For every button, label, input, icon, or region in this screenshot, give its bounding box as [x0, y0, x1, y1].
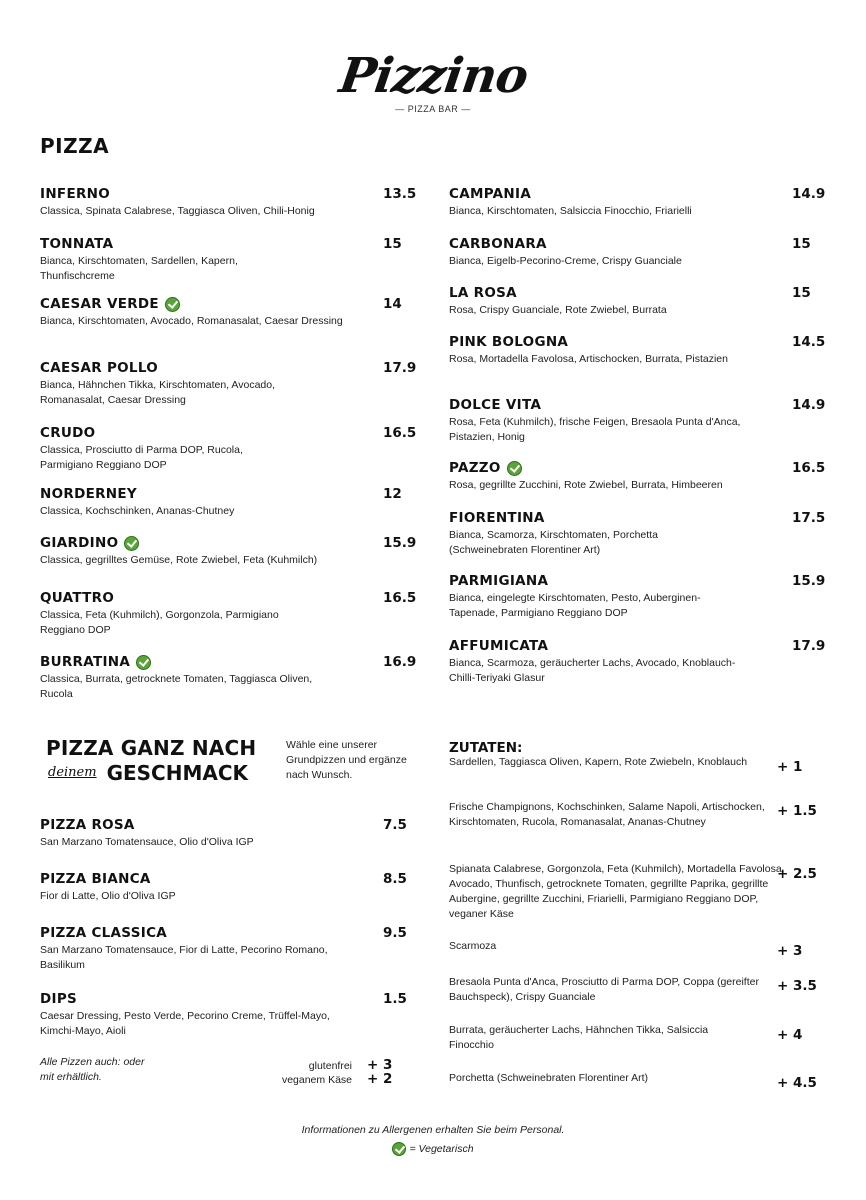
item-description: San Marzano Tomatensauce, Fior di Latte, Pecorino Romano, Basilikum — [40, 944, 328, 971]
ingredient-list: Frische Champignons, Kochschinken, Salame Napoli, Artischocken, Kirschtomaten, Rucola, Romanasalat, Ananas-Chutney — [449, 801, 765, 828]
vegetarian-icon — [392, 1142, 406, 1156]
custom-title-line2: GESCHMACK — [106, 761, 249, 785]
item-price: 14.9 — [792, 397, 826, 413]
menu-item — [40, 186, 417, 219]
item-description: Classica, Feta (Kuhmilch), Gorgonzola, Parmigiano Reggiano DOP — [40, 609, 279, 636]
menu-item — [449, 510, 826, 557]
menu-item — [449, 334, 826, 367]
item-name: LA ROSA — [449, 285, 517, 301]
item-name: CAESAR POLLO — [40, 360, 159, 376]
item-description: Classica, gegrilltes Gemüse, Rote Zwiebel, Feta (Kuhmilch) — [40, 554, 318, 566]
ingredient-price: + 4 — [777, 1027, 803, 1043]
item-name: PARMIGIANA — [449, 573, 549, 589]
section-title: PIZZA — [40, 134, 110, 158]
item-name: CRUDO — [40, 425, 96, 441]
item-name: FIORENTINA — [449, 510, 545, 526]
menu-item — [40, 360, 417, 407]
item-price: 14 — [383, 296, 402, 312]
ingredient-group — [449, 1071, 829, 1091]
allergen-note: Informationen zu Allergenen erhalten Sie beim Personal. — [301, 1124, 565, 1136]
vegetarian-icon — [165, 297, 180, 312]
item-description: Rosa, Feta (Kuhmilch), frische Feigen, Bresaola Punta d'Anca, Pistazien, Honig — [449, 416, 741, 443]
menu-item — [449, 573, 826, 620]
item-description: Bianca, Kirschtomaten, Salsiccia Finocchio, Friarielli — [449, 205, 692, 217]
menu-item — [449, 397, 826, 444]
item-description: Bianca, Kirschtomaten, Avocado, Romanasalat, Caesar Dressing — [40, 315, 343, 327]
brand-subtitle: — PIZZA BAR — — [395, 104, 471, 114]
ingredient-list: Bresaola Punta d'Anca, Prosciutto di Parma DOP, Coppa (gereifter Bauchspeck), Crispy Guanciale — [449, 976, 759, 1003]
vegetarian-icon — [124, 536, 139, 551]
item-name: BURRATINA — [40, 654, 131, 670]
ingredient-group — [449, 800, 829, 830]
ingredient-list: Sardellen, Taggiasca Oliven, Kapern, Rote Zwiebeln, Knoblauch — [449, 756, 748, 768]
menu-item — [40, 925, 412, 972]
item-name: AFFUMICATA — [449, 638, 549, 654]
item-price: 17.9 — [792, 638, 826, 654]
item-name: DIPS — [40, 991, 78, 1007]
menu-item — [449, 236, 821, 269]
menu-item — [40, 991, 412, 1038]
ingredient-price: + 4.5 — [777, 1075, 817, 1091]
ingredient-list: Porchetta (Schweinebraten Florentiner Art) — [449, 1072, 649, 1084]
brand-logo: Pizzino — [335, 48, 531, 104]
item-description: Classica, Kochschinken, Ananas-Chutney — [40, 505, 235, 517]
item-name: NORDERNEY — [40, 486, 137, 502]
item-name: PIZZA BIANCA — [40, 871, 151, 887]
item-name: CAMPANIA — [449, 186, 532, 202]
item-price: 17.9 — [383, 360, 417, 376]
item-price: 14.9 — [792, 186, 826, 202]
item-name: DOLCE VITA — [449, 397, 542, 413]
option-label: veganem Käse — [281, 1074, 352, 1086]
item-price: 16.5 — [383, 425, 417, 441]
item-price: 15.9 — [792, 573, 826, 589]
menu-item — [40, 871, 412, 904]
item-price: 17.5 — [792, 510, 826, 526]
item-price: 12 — [383, 486, 402, 502]
custom-pizza-title — [46, 736, 276, 786]
item-price: 7.5 — [383, 817, 407, 833]
item-description: Bianca, Kirschtomaten, Sardellen, Kapern, Thunfischcreme — [40, 255, 238, 282]
ingredient-list: Spianata Calabrese, Gorgonzola, Feta (Kuhmilch), Mortadella Favolosa, Avocado, Thunfisch, getrocknete Tomaten, gegrillte Paprika, gegrillte Aubergine, gegrillte Zucchini, Friarielli, Parmigiano Reggiano DOP, veganer Käse — [449, 863, 785, 920]
ingredient-group — [449, 755, 829, 775]
item-description: Classica, Prosciutto di Parma DOP, Rucola, Parmigiano Reggiano DOP — [40, 444, 243, 471]
item-description: Bianca, Scamorza, Kirschtomaten, Porchetta (Schweinebraten Florentiner Art) — [449, 529, 658, 556]
ingredient-group — [449, 862, 829, 922]
menu-item — [40, 654, 417, 701]
ingredient-list: Burrata, geräucherter Lachs, Hähnchen Tikka, Salsiccia Finocchio — [449, 1024, 709, 1051]
item-description: Bianca, Scarmoza, geräucherter Lachs, Avocado, Knoblauch-Chilli-Teriyaki Glasur — [449, 657, 736, 684]
item-price: 15 — [792, 285, 811, 301]
item-name: QUATTRO — [40, 590, 115, 606]
item-name: PAZZO — [449, 460, 501, 476]
ingredient-price: + 3 — [777, 943, 803, 959]
item-description: Rosa, gegrillte Zucchini, Rote Zwiebel, Burrata, Himbeeren — [449, 479, 723, 491]
menu-item — [40, 535, 417, 568]
item-description: Bianca, Hähnchen Tikka, Kirschtomaten, Avocado, Romanasalat, Caesar Dressing — [40, 379, 276, 406]
ingredient-group — [449, 975, 829, 1005]
brand-header — [0, 48, 866, 114]
item-price: 15.9 — [383, 535, 417, 551]
menu-item — [40, 817, 412, 850]
item-description: Caesar Dressing, Pesto Verde, Pecorino Creme, Trüffel-Mayo, Kimchi-Mayo, Aioli — [40, 1010, 330, 1037]
item-price: 9.5 — [383, 925, 407, 941]
item-name: INFERNO — [40, 186, 111, 202]
ingredient-price: + 2.5 — [777, 866, 817, 882]
item-name: PINK BOLOGNA — [449, 334, 569, 350]
item-description: Bianca, Eigelb-Pecorino-Creme, Crispy Guanciale — [449, 255, 682, 267]
item-name: PIZZA CLASSICA — [40, 925, 168, 941]
custom-title-line1: PIZZA GANZ NACH — [46, 736, 257, 760]
item-price: 1.5 — [383, 991, 407, 1007]
item-name: PIZZA ROSA — [40, 817, 135, 833]
ingredient-group — [449, 1023, 829, 1053]
item-price: 8.5 — [383, 871, 407, 887]
item-description: Bianca, eingelegte Kirschtomaten, Pesto, Auberginen-Tapenade, Parmigiano Reggiano DOP — [449, 592, 701, 619]
menu-item — [40, 296, 412, 329]
menu-item — [449, 285, 821, 318]
menu-item — [449, 186, 826, 219]
also-text: Alle Pizzen auch: oder mit erhältlich. — [40, 1056, 145, 1083]
menu-item — [449, 638, 826, 685]
item-price: 16.5 — [792, 460, 826, 476]
menu-item — [40, 236, 412, 283]
item-price: 16.5 — [383, 590, 417, 606]
item-price: 16.9 — [383, 654, 417, 670]
option-label: glutenfrei — [308, 1060, 352, 1072]
ingredient-group — [449, 939, 829, 959]
item-description: San Marzano Tomatensauce, Olio d'Oliva IGP — [40, 836, 254, 848]
menu-item — [40, 590, 417, 637]
item-description: Rosa, Mortadella Favolosa, Artischocken, Burrata, Pistazien — [449, 353, 728, 365]
ingredient-price: + 1.5 — [777, 803, 817, 819]
option-price: + 3 — [367, 1057, 393, 1073]
custom-note: Wähle eine unserer Grundpizzen und ergänze nach Wunsch. — [286, 739, 407, 781]
vegetarian-legend: = Vegetarisch — [409, 1143, 474, 1155]
footer — [0, 1124, 866, 1156]
menu-item — [40, 486, 412, 519]
ingredient-price: + 3.5 — [777, 978, 817, 994]
vegetarian-icon — [507, 461, 522, 476]
item-description: Classica, Burrata, getrocknete Tomaten, Taggiasca Oliven, Rucola — [40, 673, 313, 700]
custom-title-script: deinem — [48, 765, 97, 780]
menu-item — [449, 460, 826, 493]
item-description: Classica, Spinata Calabrese, Taggiasca Oliven, Chili-Honig — [40, 205, 315, 217]
also-available — [40, 1055, 400, 1085]
item-name: CAESAR VERDE — [40, 296, 159, 312]
item-price: 14.5 — [792, 334, 826, 350]
item-description: Rosa, Crispy Guanciale, Rote Zwiebel, Burrata — [449, 304, 667, 316]
ingredient-list: Scarmoza — [449, 940, 497, 952]
ingredient-price: + 1 — [777, 759, 803, 775]
option-price: + 2 — [367, 1071, 393, 1087]
item-name: CARBONARA — [449, 236, 547, 252]
item-name: GIARDINO — [40, 535, 119, 551]
item-price: 15 — [792, 236, 811, 252]
menu-item — [40, 425, 417, 472]
item-name: TONNATA — [40, 236, 114, 252]
item-description: Fior di Latte, Olio d'Oliva IGP — [40, 890, 176, 902]
zutaten-title: ZUTATEN: — [449, 740, 523, 756]
vegetarian-icon — [136, 655, 151, 670]
item-price: 15 — [383, 236, 402, 252]
item-price: 13.5 — [383, 186, 417, 202]
